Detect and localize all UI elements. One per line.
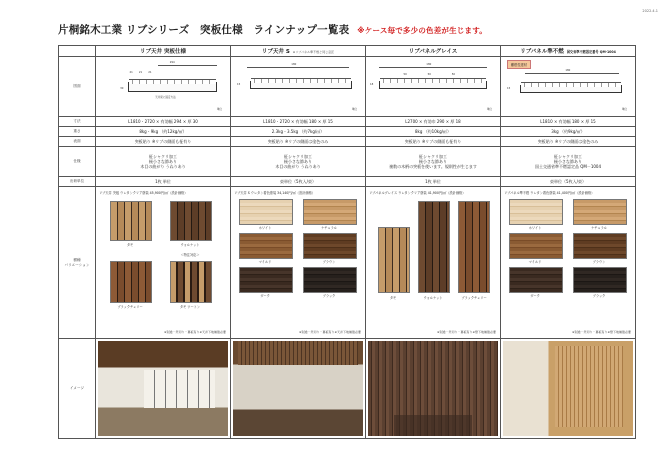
- spec-4: 柾シャクリ加工 極小さな節あり 国土交通省準不燃認定品 QM－1004: [501, 147, 636, 177]
- surface-3: 突板貼り ※リブの側面も柾有り: [366, 137, 501, 147]
- size-3: L2700 × 有効巾 290 × 厚 18: [366, 117, 501, 127]
- swatch-label: ナチュラル: [591, 226, 607, 230]
- page-title: [58, 22, 487, 37]
- swatch-brown: [303, 233, 357, 259]
- dim-21a: 21: [129, 71, 133, 74]
- swatch-tamo-twotone: [170, 261, 212, 303]
- variation-footnote: ※別途・実切り・幕板有り※天井下地補強必要: [163, 330, 226, 334]
- row-label-variation: 樹種 バリエーション: [59, 187, 96, 339]
- variation-1: [96, 187, 231, 339]
- swatch-label: ダーク: [260, 294, 270, 298]
- unit-label: 単位: [621, 108, 627, 111]
- unit-4: 束単位（5枚入/束）: [501, 177, 636, 187]
- size-4: L1810 × 有効幅 180 × 厚 15: [501, 117, 636, 127]
- header-row: [59, 46, 636, 57]
- swatch-walnut: [170, 201, 212, 241]
- interior-photo: [233, 341, 363, 436]
- size-1: L1810・2720 × 有効幅 294 × 厚 30: [96, 117, 231, 127]
- col-header-2: リブ天井 S ※リブパネル準不燃と同じ意匠: [231, 46, 366, 57]
- interior-photo: [368, 341, 498, 436]
- dim-50b: 50: [427, 73, 431, 76]
- col-header-1: リブ天井 突板仕様: [96, 46, 231, 57]
- dim-21b: 21: [138, 71, 143, 74]
- dim-50c: 50: [451, 73, 456, 76]
- dim-180: 180: [565, 69, 571, 72]
- variation-footnote: ※別途・実切り・幕板有り※壁下地補強必要: [571, 330, 631, 334]
- swatch-label: ブラックチェリー: [461, 296, 487, 300]
- swatch-label: タモ: [389, 296, 397, 300]
- swatch-label: ブラック: [592, 294, 606, 298]
- variation-caption: リブ天井 S ウレタン着色塗装 34,140円/㎡（設計価格）: [234, 191, 315, 195]
- dim-21c: 21: [148, 71, 152, 74]
- drawing-2: [231, 57, 366, 117]
- swatch-walnut: [418, 201, 450, 293]
- row-label-unit: 出荷単位: [59, 177, 96, 187]
- variation-2: [231, 187, 366, 339]
- swatch-brown: [573, 233, 627, 259]
- image-row: [59, 339, 636, 439]
- row-label-image: イメージ: [59, 339, 96, 439]
- dim-50a: 50: [403, 73, 407, 76]
- spec-row: [59, 147, 636, 177]
- title-note: ※ケース毎で多少の色差が生じます。: [357, 26, 488, 35]
- swatch-black-cherry: [458, 201, 490, 293]
- drawing-3: [366, 57, 501, 117]
- size-row: [59, 117, 636, 127]
- weight-2: 2.3kg・3.5kg （約7kg/㎡）: [231, 127, 366, 137]
- row-label-drawing: 図面: [59, 57, 96, 117]
- swatch-label: ブラックチェリー: [117, 305, 143, 309]
- swatch-label: タモ: [126, 243, 134, 247]
- fire-rated-badge: 難燃性建材: [507, 60, 531, 69]
- surface-4: 突板貼り ※リブの側面は塗色のみ: [501, 137, 636, 147]
- special-order-label: ＜特注対応＞: [180, 253, 200, 257]
- swatch-dark: [509, 267, 563, 293]
- unit-label: 単位: [216, 108, 222, 111]
- drawing-caption: 天井梁に固定方法: [154, 96, 176, 99]
- variation-3: [366, 187, 501, 339]
- dim-180: 180: [426, 63, 432, 66]
- row-label-surface: 表面: [59, 137, 96, 147]
- image-2: [231, 339, 366, 439]
- swatch-tamo: [378, 227, 410, 293]
- row-label-spec: 仕様: [59, 147, 96, 177]
- weight-3: 8kg （約10kg/㎡）: [366, 127, 501, 137]
- unit-3: 1枚 単位: [366, 177, 501, 187]
- dim-15: 15: [237, 83, 241, 86]
- swatch-label: ホワイト: [528, 226, 542, 230]
- swatch-black-cherry: [110, 261, 152, 303]
- dim-180: 180: [291, 63, 297, 66]
- image-3: [366, 339, 501, 439]
- dim-30: 30: [120, 87, 124, 90]
- swatch-natural: [573, 199, 627, 225]
- swatch-label: マイルド: [258, 260, 272, 264]
- weight-4: 3kg （約9kg/㎡）: [501, 127, 636, 137]
- unit-label: 単位: [351, 108, 357, 111]
- lineup-table: [58, 45, 636, 439]
- spec-3: 柾シャクリ加工 極小さな節あり 複数の木柄の突板を使います。規則性が生じます: [366, 147, 501, 177]
- profile-drawing: [250, 81, 352, 89]
- swatch-label: ナチュラル: [321, 226, 337, 230]
- row-label-weight: 重さ: [59, 127, 96, 137]
- variation-caption: リブ天井 突板 ウレタンクリア塗装 45,900円/㎡（設計価格）: [99, 191, 188, 195]
- image-4: [501, 339, 636, 439]
- swatch-black: [573, 267, 627, 293]
- swatch-mild: [239, 233, 293, 259]
- col-header-3: リブパネルグレイス: [366, 46, 501, 57]
- surface-row: [59, 137, 636, 147]
- spec-2: 柾シャクリ加工 極小さな節あり 木目の曲がり うねりあり: [231, 147, 366, 177]
- unit-1: 1枚 単位: [96, 177, 231, 187]
- unit-row: [59, 177, 636, 187]
- interior-photo: [98, 341, 228, 436]
- col-header-2-note: ※リブパネル準不燃と同じ意匠: [292, 50, 335, 54]
- variation-row: [59, 187, 636, 339]
- swatch-white: [239, 199, 293, 225]
- swatch-black: [303, 267, 357, 293]
- interior-photo: [503, 341, 633, 436]
- swatch-natural: [303, 199, 357, 225]
- drawing-1: [96, 57, 231, 117]
- swatch-label: マイルド: [528, 260, 542, 264]
- surface-1: 突板貼り ※リブの側面も柾有り: [96, 137, 231, 147]
- swatch-label: ウォルナット: [180, 243, 200, 247]
- swatch-tamo: [110, 201, 152, 241]
- drawing-4: [501, 57, 636, 117]
- col-header-4: リブパネル準不燃 国交省準不燃認定番号 QM-1004: [501, 46, 636, 57]
- unit-2: 束単位（5枚入/束）: [231, 177, 366, 187]
- swatch-label: タモ ツートン: [179, 305, 201, 309]
- swatch-label: ブラウン: [592, 260, 606, 264]
- dim-18: 18: [370, 83, 374, 86]
- variation-footnote: ※別途・実切り・幕板有り※壁下地補強必要: [436, 330, 496, 334]
- weight-row: [59, 127, 636, 137]
- variation-caption: リブパネル準不燃 ウレタン着色塗装 41,400円/㎡（設計価格）: [504, 191, 595, 195]
- title-text: 片桐銘木工業 リブシリーズ 突板仕様 ラインナップ一覧表: [58, 24, 350, 36]
- swatch-label: ウォルナット: [423, 296, 443, 300]
- swatch-mild: [509, 233, 563, 259]
- image-1: [96, 339, 231, 439]
- swatch-dark: [239, 267, 293, 293]
- swatch-label: ダーク: [530, 294, 540, 298]
- variation-footnote: ※別途・実切り・幕板有り※天井下地補強必要: [298, 330, 361, 334]
- row-label-size: 寸法: [59, 117, 96, 127]
- profile-drawing: [520, 85, 622, 93]
- document-number: 2022.4.1: [642, 9, 658, 13]
- spec-1: 柾シャクリ加工 極小さな節あり 木目の曲がり うねりあり: [96, 147, 231, 177]
- size-2: L1810・2720 × 有効幅 180 × 厚 15: [231, 117, 366, 127]
- weight-1: 8kg・9kg （約12kg/㎡）: [96, 127, 231, 137]
- dim-294: 294: [169, 61, 175, 64]
- surface-2: 突板貼り ※リブの側面は塗色のみ: [231, 137, 366, 147]
- swatch-white: [509, 199, 563, 225]
- dim-15: 15: [507, 87, 511, 90]
- swatch-label: ブラウン: [322, 260, 336, 264]
- swatch-label: ホワイト: [258, 226, 272, 230]
- profile-drawing: [379, 81, 486, 89]
- variation-caption: リブパネルグレイス ウレタンクリア塗装 41,900円/㎡（設計価格）: [369, 191, 466, 195]
- drawing-row: [59, 57, 636, 117]
- header-blank: [59, 46, 96, 57]
- unit-label: 単位: [486, 108, 492, 111]
- swatch-label: ブラック: [322, 294, 336, 298]
- col-header-4-extra: 国交省準不燃認定番号 QM-1004: [566, 50, 616, 54]
- profile-drawing: [128, 82, 216, 92]
- variation-4: [501, 187, 636, 339]
